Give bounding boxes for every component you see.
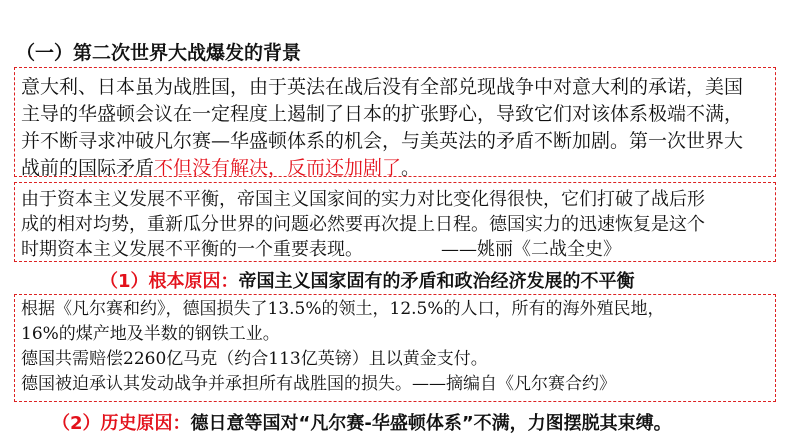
quote-box-uneven-development <box>14 182 776 262</box>
quote-text: 时期资本主义发展不平衡的一个重要表现。 <box>21 239 363 260</box>
cause-label: （1）根本原因： <box>100 271 239 292</box>
fundamental-cause <box>100 267 635 293</box>
quote-line: 成的相对均势，重新瓜分世界的问题必然要再次提上日程。德国实力的迅速恢复是这个 <box>21 214 705 235</box>
quote-line: 德国被迫承认其发动战争并承担所有战胜国的损失。——摘编自《凡尔赛合约》 <box>21 374 616 394</box>
cause-text: 德日意等国对“凡尔赛-华盛顿体系”不满，力图摆脱其束缚。 <box>190 413 672 434</box>
quote-line: 意大利、日本虽为战胜国，由于英法在战后没有全部兑现战争中对意大利的承诺，美国 <box>21 76 744 98</box>
quote-source: ——姚丽《二战全史》 <box>441 239 621 260</box>
highlighted-text: 不但没有解决，反而还加剧了 <box>154 157 402 179</box>
quote-line <box>21 155 775 182</box>
cause-text: 帝国主义国家固有的矛盾和政治经济发展的不平衡 <box>238 271 635 292</box>
cause-label: （2）历史原因： <box>52 413 191 434</box>
quote-text: 战前的国际矛盾 <box>21 157 155 179</box>
quote-line: 根据《凡尔赛和约》，德国损失了13.5%的领土，12.5%的人口，所有的海外殖民地， <box>21 299 665 319</box>
historical-cause <box>52 409 672 435</box>
quote-line <box>21 237 775 262</box>
quote-line: 主导的华盛顿会议在一定程度上遏制了日本的扩张野心，导致它们对该体系极端不满， <box>21 103 744 125</box>
quote-box-versailles <box>14 294 776 402</box>
quote-line: 并不断寻求冲破凡尔赛—华盛顿体系的机会，与美英法的矛盾不断加剧。第一次世界大 <box>21 130 744 152</box>
section-heading: （一）第二次世界大战爆发的背景 <box>16 42 302 64</box>
quote-line: 德国共需赔偿2260亿马克（约合113亿英镑）且以黄金支付。 <box>21 349 488 369</box>
quote-line: 16%的煤产地及半数的钢铁工业。 <box>21 324 280 344</box>
quote-box-treaty-dissatisfaction <box>14 67 776 177</box>
quote-text: 。 <box>401 157 421 179</box>
quote-line: 由于资本主义发展不平衡，帝国主义国家间的实力对比变化得很快，它们打破了战后形 <box>21 189 705 210</box>
